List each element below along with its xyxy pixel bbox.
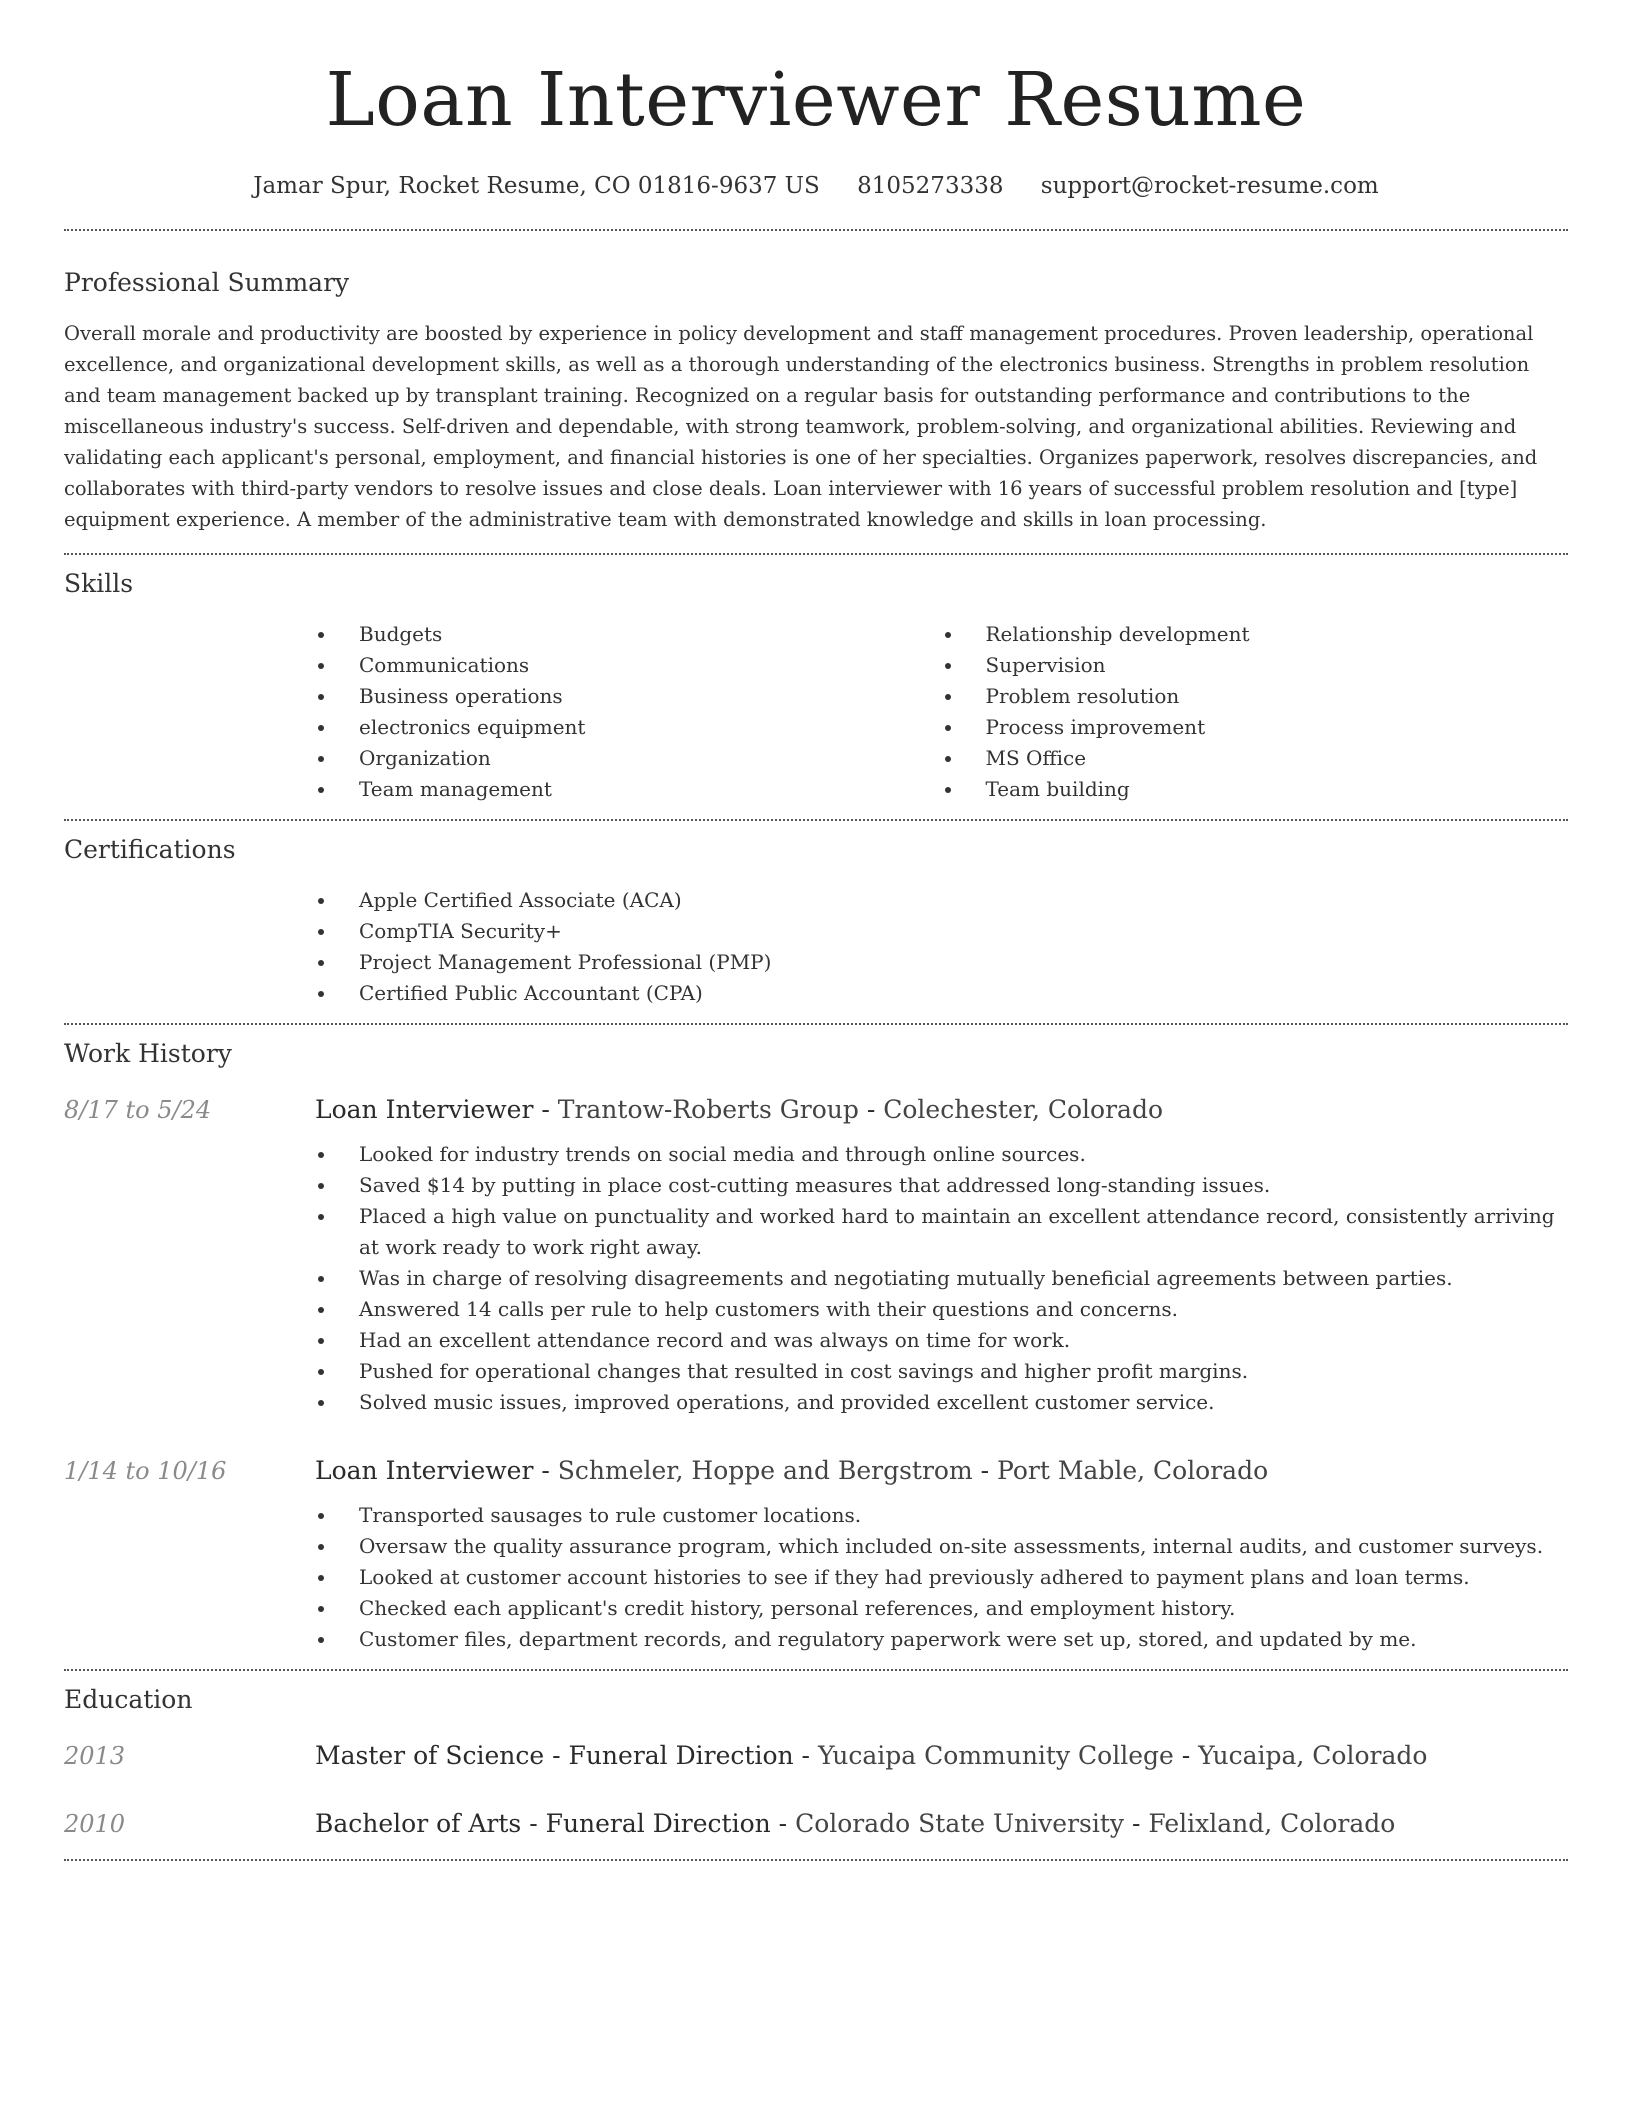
job-dates: 8/17 to 5/24 [64, 1096, 212, 1124]
skills-heading: Skills [64, 569, 134, 598]
job-header [64, 1093, 1568, 1127]
job-company: Trantow-Roberts Group [557, 1095, 859, 1124]
job-duty-item: • Looked for industry trends on social media and through online sources. [337, 1139, 1568, 1170]
education-line [315, 1807, 1395, 1841]
skill-item: • Organization [337, 743, 942, 774]
section-divider [64, 1669, 1568, 1671]
job-duty-item: • Looked at customer account histories to see if they had previously adhered to payment plans and loan terms. [337, 1562, 1568, 1593]
contact-phone: 8105273338 [857, 173, 1004, 199]
education-entry [64, 1807, 1568, 1841]
certification-item: • Certified Public Accountant (CPA) [337, 978, 1568, 1009]
skill-item: • Budgets [337, 619, 942, 650]
contact-email: support@rocket-resume.com [1040, 173, 1379, 199]
education-field: Funeral Direction [545, 1809, 771, 1838]
skill-item: • Business operations [337, 681, 942, 712]
job-duty-item: • Placed a high value on punctuality and worked hard to maintain an excellent attendance record, consistently arriving at work ready to work right away. [337, 1201, 1568, 1263]
education-field: Funeral Direction [568, 1741, 794, 1770]
separator: - [533, 1456, 558, 1485]
job-company: Schmeler, Hoppe and Bergstrom [557, 1456, 973, 1485]
job-title: Loan Interviewer [315, 1095, 534, 1124]
summary-heading: Professional Summary [64, 268, 350, 297]
job-duty-item: • Saved $14 by putting in place cost-cutting measures that addressed long-standing issues. [337, 1170, 1568, 1201]
education-entry [64, 1739, 1568, 1773]
education-line [315, 1739, 1427, 1773]
separator: - [1173, 1741, 1199, 1770]
contact-address: Jamar Spur, Rocket Resume, CO 01816-9637 US [253, 173, 820, 199]
job-duty-item: • Checked each applicant's credit history, personal references, and employment history. [337, 1593, 1568, 1624]
skill-item: • Team management [337, 774, 942, 805]
certification-item: • CompTIA Security+ [337, 916, 1568, 947]
education-degree: Bachelor of Arts [315, 1809, 522, 1838]
job-header [64, 1454, 1568, 1488]
section-divider [64, 229, 1568, 231]
resume-title: Loan Interviewer Resume [325, 57, 1307, 143]
job-duties [315, 1139, 1568, 1418]
separator: - [770, 1809, 796, 1838]
education-school: Colorado State University [795, 1809, 1125, 1838]
skill-item: • MS Office [964, 743, 1569, 774]
certification-item: • Apple Certified Associate (ACA) [337, 885, 1568, 916]
work-history-heading: Work History [64, 1039, 232, 1068]
job-location: Port Mable, Colorado [997, 1456, 1269, 1485]
job-entry [64, 1454, 1568, 1655]
skill-item: • Process improvement [964, 712, 1569, 743]
separator: - [544, 1741, 569, 1770]
job-entry [64, 1093, 1568, 1418]
skill-item: • Problem resolution [964, 681, 1569, 712]
skills-column-right [942, 619, 1569, 805]
job-title-line [315, 1093, 1163, 1127]
skills-list [315, 619, 1568, 805]
summary-text: Overall morale and productivity are boosted by experience in policy development and staff management procedures. Proven leadership, operational excellence, and organizational development skills, as well as a thorough understanding of the electronics business. Strengths in problem resolution and team management backed up by transplant training. Recognized on a regular basis for outstanding performance and contributions to the miscellaneous industry's success. Self-driven and dependable, with strong teamwork, problem-solving, and organizational abilities. Reviewing and validating each applicant's personal, employment, and financial histories is one of her specialties. Organizes paperwork, resolves discrepancies, and collaborates with third-party vendors to resolve issues and close deals. Loan interviewer with 16 years of successful problem resolution and [type] equipment experience. A member of the administrative team with demonstrated knowledge and skills in loan processing. [64, 322, 1538, 531]
job-duty-item: • Customer files, department records, and regulatory paperwork were set up, stored, and updated by me. [337, 1624, 1568, 1655]
separator: - [972, 1456, 998, 1485]
section-divider [64, 553, 1568, 555]
education-school: Yucaipa Community College [817, 1741, 1174, 1770]
education-year: 2010 [64, 1810, 126, 1838]
certifications-bullets [315, 885, 1568, 1009]
job-duties-list [315, 1139, 1568, 1418]
skill-item: • Relationship development [964, 619, 1569, 650]
education-year: 2013 [64, 1742, 126, 1770]
certification-item: • Project Management Professional (PMP) [337, 947, 1568, 978]
skill-item: • Supervision [964, 650, 1569, 681]
education-heading: Education [64, 1685, 193, 1714]
separator: - [793, 1741, 818, 1770]
job-title-line [315, 1454, 1268, 1488]
certifications-heading: Certifications [64, 835, 236, 864]
certifications-list [315, 885, 1568, 1009]
section-divider [64, 819, 1568, 821]
job-duty-item: • Had an excellent attendance record and was always on time for work. [337, 1325, 1568, 1356]
separator: - [521, 1809, 546, 1838]
job-title: Loan Interviewer [315, 1456, 534, 1485]
education-location: Felixland, Colorado [1148, 1809, 1396, 1838]
job-dates: 1/14 to 10/16 [64, 1457, 227, 1485]
job-duties [315, 1500, 1568, 1655]
separator: - [1124, 1809, 1149, 1838]
job-duty-item: • Pushed for operational changes that resulted in cost savings and higher profit margins. [337, 1356, 1568, 1387]
separator: - [533, 1095, 558, 1124]
job-duty-item: • Answered 14 calls per rule to help customers with their questions and concerns. [337, 1294, 1568, 1325]
job-duty-item: • Transported sausages to rule customer locations. [337, 1500, 1568, 1531]
education-degree: Master of Science [315, 1741, 545, 1770]
education-location: Yucaipa, Colorado [1198, 1741, 1428, 1770]
skill-item: • Team building [964, 774, 1569, 805]
skills-column-left [315, 619, 942, 805]
job-duty-item: • Was in charge of resolving disagreements and negotiating mutually beneficial agreements between parties. [337, 1263, 1568, 1294]
skill-item: • electronics equipment [337, 712, 942, 743]
job-duty-item: • Solved music issues, improved operations, and provided excellent customer service. [337, 1387, 1568, 1418]
job-location: Colechester, Colorado [883, 1095, 1164, 1124]
job-duty-item: • Oversaw the quality assurance program, which included on-site assessments, internal audits, and customer surveys. [337, 1531, 1568, 1562]
separator: - [858, 1095, 884, 1124]
job-duties-list [315, 1500, 1568, 1655]
section-divider [64, 1859, 1568, 1861]
contact-line [64, 170, 1568, 202]
skill-item: • Communications [337, 650, 942, 681]
section-divider [64, 1023, 1568, 1025]
